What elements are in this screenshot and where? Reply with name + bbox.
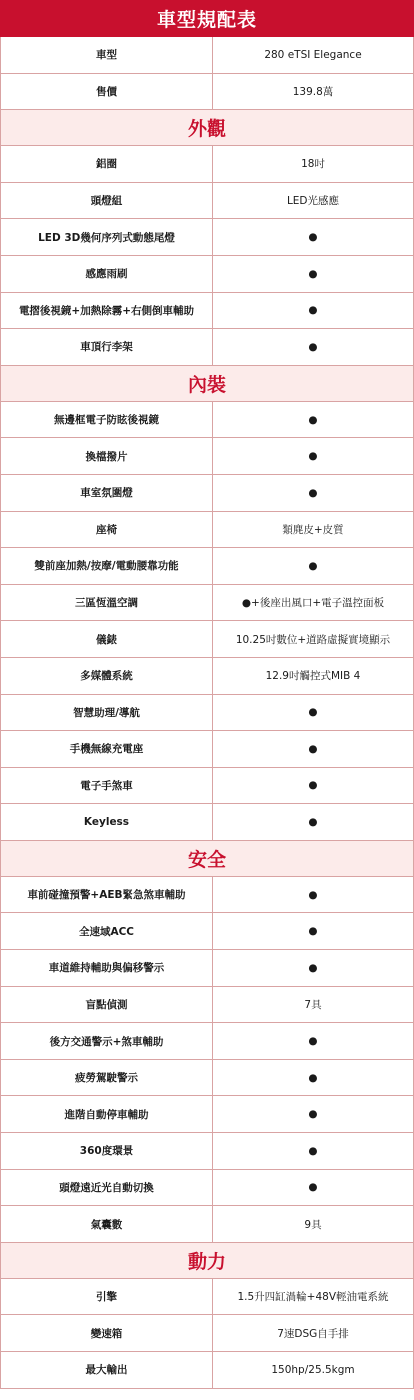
spec-value: ● <box>308 1035 318 1048</box>
spec-label: 變速箱 <box>1 1315 213 1351</box>
spec-label: 後方交通警示+煞車輔助 <box>1 1023 213 1059</box>
spec-label: 儀錶 <box>1 621 213 657</box>
spec-value: ●+後座出風口+電子溫控面板 <box>241 597 385 610</box>
spec-value: 18吋 <box>301 158 325 171</box>
spec-value: 9具 <box>304 1218 322 1231</box>
spec-value: 7具 <box>304 998 322 1011</box>
spec-label: 電摺後視鏡+加熱除霧+右側倒車輔助 <box>1 293 213 329</box>
spec-value: ● <box>308 231 318 244</box>
spec-label: Keyless <box>1 804 213 840</box>
spec-row <box>0 219 414 256</box>
spec-label: 車頂行李架 <box>1 329 213 365</box>
spec-value: 139.8萬 <box>292 85 334 98</box>
spec-value: ● <box>308 450 318 463</box>
spec-value: ● <box>308 486 318 499</box>
spec-label: 三區恆溫空調 <box>1 585 213 621</box>
spec-row <box>0 1060 414 1097</box>
section-header: 動力 <box>0 1243 414 1279</box>
spec-value: 12.9吋觸控式MIB 4 <box>265 670 361 683</box>
spec-row <box>0 512 414 549</box>
spec-row <box>0 1096 414 1133</box>
spec-label: 多媒體系統 <box>1 658 213 694</box>
spec-label: 全速域ACC <box>1 913 213 949</box>
spec-row <box>0 74 414 111</box>
spec-label: LED 3D幾何序列式動態尾燈 <box>1 219 213 255</box>
spec-row <box>0 877 414 914</box>
spec-value: ● <box>308 340 318 353</box>
spec-label: 鋁圈 <box>1 146 213 182</box>
spec-label: 疲勞駕駛警示 <box>1 1060 213 1096</box>
section-header: 外觀 <box>0 110 414 146</box>
spec-row <box>0 256 414 293</box>
spec-row <box>0 768 414 805</box>
spec-value: ● <box>308 413 318 426</box>
spec-value: ● <box>308 304 318 317</box>
spec-label: 360度環景 <box>1 1133 213 1169</box>
spec-label: 頭燈遠近光自動切換 <box>1 1170 213 1206</box>
spec-value: LED光感應 <box>286 195 340 208</box>
spec-label: 車道維持輔助與偏移警示 <box>1 950 213 986</box>
spec-row <box>0 1023 414 1060</box>
spec-label: 進階自動停車輔助 <box>1 1096 213 1132</box>
spec-table <box>0 37 414 1389</box>
spec-row <box>0 1279 414 1316</box>
spec-label: 手機無線充電座 <box>1 731 213 767</box>
spec-label: 引擎 <box>1 1279 213 1315</box>
spec-row <box>0 1170 414 1207</box>
spec-label: 氣囊數 <box>1 1206 213 1242</box>
spec-row <box>0 621 414 658</box>
spec-row <box>0 987 414 1024</box>
spec-row <box>0 731 414 768</box>
spec-value: ● <box>308 559 318 572</box>
spec-row <box>0 658 414 695</box>
spec-value: 類麂皮+皮質 <box>282 523 344 536</box>
spec-value: ● <box>308 267 318 280</box>
spec-label: 車型 <box>1 37 213 73</box>
spec-label: 座椅 <box>1 512 213 548</box>
spec-row <box>0 183 414 220</box>
spec-label: 電子手煞車 <box>1 768 213 804</box>
spec-value: ● <box>308 1071 318 1084</box>
spec-value: ● <box>308 961 318 974</box>
spec-value: ● <box>308 925 318 938</box>
section-header: 安全 <box>0 841 414 877</box>
spec-value: ● <box>308 1108 318 1121</box>
spec-row <box>0 1133 414 1170</box>
spec-value: ● <box>308 1181 318 1194</box>
spec-row <box>0 402 414 439</box>
spec-label: 雙前座加熱/按摩/電動腰靠功能 <box>1 548 213 584</box>
spec-row <box>0 475 414 512</box>
spec-label: 最大輸出 <box>1 1352 213 1388</box>
spec-label: 車前碰撞預警+AEB緊急煞車輔助 <box>1 877 213 913</box>
spec-value: ● <box>308 1144 318 1157</box>
spec-row <box>0 293 414 330</box>
spec-label: 盲點偵測 <box>1 987 213 1023</box>
spec-label: 感應雨刷 <box>1 256 213 292</box>
spec-row <box>0 37 414 74</box>
spec-label: 智慧助理/導航 <box>1 695 213 731</box>
spec-value: ● <box>308 706 318 719</box>
spec-row <box>0 950 414 987</box>
spec-label: 無邊框電子防眩後視鏡 <box>1 402 213 438</box>
spec-label: 換檔撥片 <box>1 438 213 474</box>
spec-table-title: 車型規配表 <box>0 0 414 37</box>
spec-row <box>0 804 414 841</box>
spec-row <box>0 548 414 585</box>
spec-label: 車室氛圍燈 <box>1 475 213 511</box>
spec-row <box>0 438 414 475</box>
spec-value: ● <box>308 779 318 792</box>
spec-row <box>0 585 414 622</box>
section-header: 內裝 <box>0 366 414 402</box>
spec-row <box>0 913 414 950</box>
spec-value: 10.25吋數位+道路虛擬實境顯示 <box>235 633 391 646</box>
spec-value: 1.5升四缸渦輪+48V輕油電系統 <box>237 1291 389 1304</box>
spec-row <box>0 146 414 183</box>
spec-value: ● <box>308 742 318 755</box>
spec-value: 150hp/25.5kgm <box>271 1363 355 1376</box>
spec-label: 頭燈組 <box>1 183 213 219</box>
spec-value: ● <box>308 888 318 901</box>
spec-row <box>0 695 414 732</box>
spec-value: ● <box>308 816 318 829</box>
spec-label: 售價 <box>1 74 213 110</box>
spec-value: 280 eTSI Elegance <box>264 48 362 61</box>
spec-row <box>0 1206 414 1243</box>
spec-row <box>0 1352 414 1389</box>
spec-row <box>0 329 414 366</box>
spec-value: 7速DSG自手排 <box>277 1327 349 1340</box>
spec-row <box>0 1315 414 1352</box>
